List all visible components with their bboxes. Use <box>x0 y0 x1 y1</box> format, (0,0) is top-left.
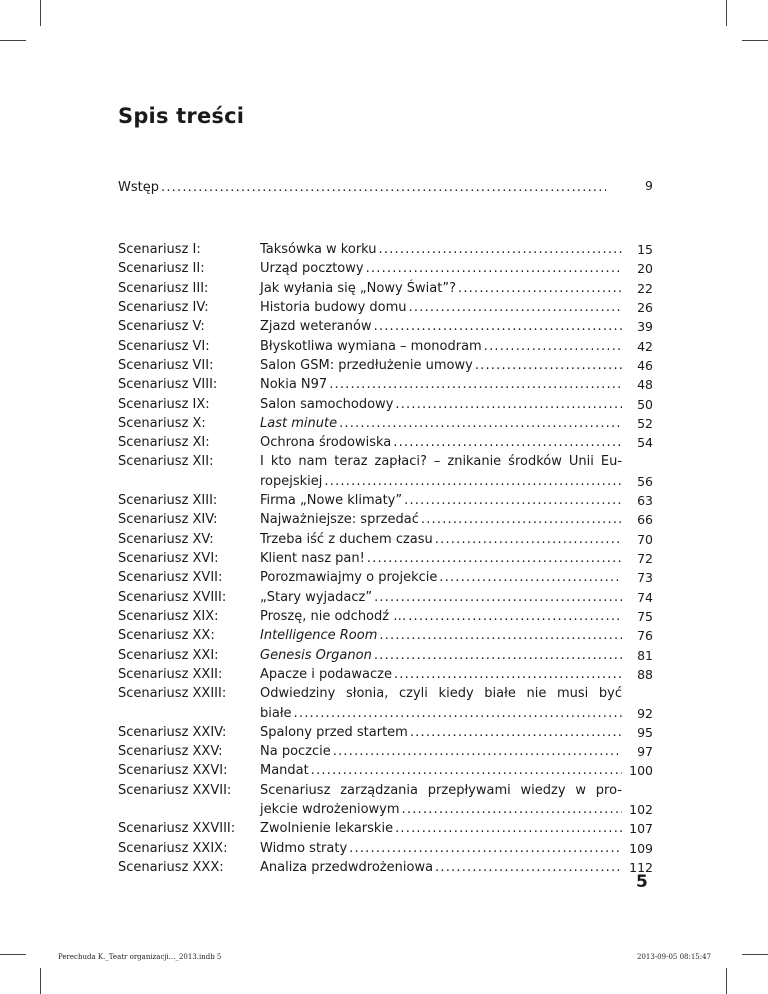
toc-row[interactable] <box>118 530 653 549</box>
toc-entry <box>260 549 622 568</box>
toc-entry-title: Firma „Nowe klimaty” <box>260 493 403 509</box>
toc-row[interactable] <box>118 433 653 452</box>
toc-entry <box>260 819 622 838</box>
toc-row-label: Scenariusz XV: <box>118 531 214 547</box>
toc-row[interactable] <box>118 839 653 858</box>
toc-page-number: 73 <box>637 570 653 586</box>
toc-page-number: 81 <box>637 647 653 663</box>
toc-entry-title: Historia budowy domu <box>260 299 407 315</box>
toc-page-number: 74 <box>637 589 653 605</box>
toc-row[interactable] <box>118 819 653 838</box>
toc-page-number: 54 <box>637 435 653 451</box>
toc-page-number: 107 <box>629 821 653 837</box>
toc-entry <box>260 781 622 820</box>
toc-row[interactable] <box>118 414 653 433</box>
toc-row[interactable] <box>118 626 653 645</box>
toc-page-number: 66 <box>637 512 653 528</box>
toc-page-number: 97 <box>637 744 653 760</box>
leader-dots <box>394 665 622 684</box>
toc-entry-title: Zwolnienie lekarskie <box>260 821 394 837</box>
toc-entry <box>260 530 622 549</box>
toc-row[interactable] <box>118 568 653 587</box>
toc-row[interactable] <box>118 588 653 607</box>
toc-page-number: 88 <box>637 666 653 682</box>
toc-row[interactable] <box>118 240 653 259</box>
page-title: Spis treści <box>118 104 245 128</box>
toc-page-number: 100 <box>629 763 653 779</box>
toc-entry-title-line1: Scenariusz zarządzania przepływami wiedzy w pro- <box>260 782 622 798</box>
toc-row-label: Scenariusz VII: <box>118 357 214 373</box>
leader-dots <box>421 510 622 529</box>
toc-entry <box>260 317 622 336</box>
toc-page-number: 9 <box>645 178 653 193</box>
toc-entry-title: Proszę, nie odchodź … <box>260 608 407 624</box>
toc-entry <box>118 178 606 197</box>
toc-page-number: 50 <box>637 396 653 412</box>
toc-row-label: Scenariusz XXVI: <box>118 763 228 779</box>
toc-page-number: 112 <box>629 860 653 875</box>
toc-row[interactable] <box>118 684 653 723</box>
leader-dots <box>374 646 622 665</box>
leader-dots <box>435 530 622 549</box>
toc-row-label: Scenariusz XXIII: <box>118 686 227 702</box>
leader-dots <box>333 742 622 761</box>
toc-entry <box>260 742 622 761</box>
toc-row-label: Scenariusz XXII: <box>118 666 223 682</box>
toc-row[interactable] <box>118 491 653 510</box>
crop-mark <box>40 0 41 26</box>
toc-entry-title: Trzeba iść z duchem czasu <box>260 531 433 547</box>
toc-row[interactable] <box>118 510 653 529</box>
toc-entry <box>260 684 622 723</box>
toc-entry-title: Intelligence Room <box>260 628 378 644</box>
toc-row[interactable] <box>118 549 653 568</box>
toc-entry <box>260 491 622 510</box>
leader-dots <box>410 723 622 742</box>
toc-entry-title: Apacze i podawacze <box>260 666 392 682</box>
toc-entry-title: Salon GSM: przedłużenie umowy <box>260 357 473 373</box>
leader-dots <box>379 240 622 259</box>
toc-entry <box>260 646 622 665</box>
toc-row-label: Scenariusz XXI: <box>118 647 219 663</box>
toc-row-label: Scenariusz XIX: <box>118 608 219 624</box>
crop-mark <box>726 968 727 994</box>
leader-dots <box>404 491 622 510</box>
toc-entry-title: Genesis Organon <box>260 647 372 663</box>
footer-timestamp: 2013-09-05 08:15:47 <box>637 953 712 961</box>
toc-row-label: Scenariusz VI: <box>118 338 210 354</box>
toc-row-label: Scenariusz XXVIII: <box>118 821 236 837</box>
toc-entry <box>260 395 622 414</box>
toc-entry-title-line2: ropejskiej <box>260 473 323 489</box>
leader-dots <box>393 433 622 452</box>
toc-entry <box>260 723 622 742</box>
toc-row-label: Scenariusz XII: <box>118 454 214 470</box>
toc-row-label: Scenariusz XXX: <box>118 860 224 875</box>
toc-page-number: 39 <box>637 319 653 335</box>
toc-entry-title: Klient nasz pan! <box>260 551 365 566</box>
leader-dots <box>409 298 622 317</box>
toc-page-number: 102 <box>629 802 653 818</box>
leader-dots <box>402 800 622 819</box>
toc-entry <box>260 858 622 877</box>
toc-page-number: 20 <box>637 261 653 277</box>
toc-row[interactable] <box>118 723 653 742</box>
crop-mark <box>0 40 26 41</box>
toc-entry-title: Ochrona środowiska <box>260 435 392 451</box>
leader-dots <box>311 761 622 780</box>
leader-dots <box>294 704 622 723</box>
footer-file-info: Perechuda K._Teatr organizacji..._2013.indb 5 <box>58 953 222 961</box>
toc-row[interactable] <box>118 395 653 414</box>
toc-row-label: Scenariusz VIII: <box>118 377 218 393</box>
leader-dots <box>374 317 622 336</box>
toc-entry <box>260 356 622 375</box>
toc-page-number: 63 <box>637 493 653 509</box>
leader-dots <box>408 607 622 626</box>
toc-row-label: Scenariusz XVI: <box>118 551 219 566</box>
toc-entry <box>260 337 622 356</box>
leader-dots <box>374 588 622 607</box>
toc-row-label: Scenariusz XIV: <box>118 512 218 528</box>
toc-row-label: Scenariusz XX: <box>118 628 215 644</box>
toc-entry <box>260 433 622 452</box>
toc-row-label: Scenariusz III: <box>118 280 209 296</box>
toc-page-number: 72 <box>637 551 653 566</box>
toc-entry-title-line1: I kto nam teraz zapłaci? – znikanie środków Unii Eu- <box>260 454 622 470</box>
toc-entry <box>260 375 622 394</box>
toc-row-label: Scenariusz XXIV: <box>118 724 227 740</box>
toc-entry <box>260 240 622 259</box>
leader-dots <box>395 395 622 414</box>
toc-entry-title-line2: jekcie wdrożeniowym <box>260 802 400 818</box>
toc-row-label: Scenariusz XVII: <box>118 570 223 586</box>
toc-entry <box>260 298 622 317</box>
toc-page-number: 15 <box>637 242 653 257</box>
toc-row-label: Scenariusz XVIII: <box>118 589 227 605</box>
toc-row-label: Scenariusz XXIX: <box>118 840 228 856</box>
toc-page-number: 48 <box>637 377 653 393</box>
toc-entry <box>260 259 622 278</box>
toc-row[interactable] <box>118 665 653 684</box>
toc-entry <box>260 414 622 433</box>
toc-entry-title: Last minute <box>260 415 338 431</box>
crop-mark <box>742 954 768 955</box>
toc-entry-title: Mandat <box>260 763 309 779</box>
leader-dots <box>324 472 622 491</box>
toc-page-number: 46 <box>637 357 653 373</box>
toc-entry <box>260 452 622 491</box>
toc-row[interactable] <box>118 761 653 780</box>
toc-page-number: 56 <box>637 473 653 489</box>
toc-entry-title: Najważniejsze: sprzedać <box>260 512 419 528</box>
toc-page-number: 75 <box>637 608 653 624</box>
toc-row-label: Scenariusz IX: <box>118 396 210 412</box>
leader-dots <box>395 819 622 838</box>
toc-row[interactable] <box>118 279 653 298</box>
toc-list <box>118 240 653 877</box>
toc-row[interactable] <box>118 607 653 626</box>
toc-row[interactable] <box>118 317 653 336</box>
toc-entry-title: Wstęp <box>118 180 159 195</box>
toc-entry-title-line1: Odwiedziny słonia, czyli kiedy białe nie musi być <box>260 686 622 702</box>
toc-entry-title: „Stary wyjadacz” <box>260 589 373 605</box>
toc-row[interactable] <box>118 375 653 394</box>
page-number: 5 <box>636 872 648 892</box>
toc-entry <box>260 279 622 298</box>
toc-row-label: Scenariusz IV: <box>118 299 209 315</box>
toc-page-number: 70 <box>637 531 653 547</box>
crop-mark <box>726 0 727 26</box>
toc-row[interactable] <box>118 452 653 491</box>
toc-row-label: Scenariusz X: <box>118 415 206 431</box>
toc-page-number: 26 <box>637 299 653 315</box>
toc-row[interactable] <box>118 781 653 820</box>
toc-row[interactable] <box>118 337 653 356</box>
toc-intro-row[interactable] <box>118 178 653 198</box>
toc-entry-title: Porozmawiajmy o projekcie <box>260 570 438 586</box>
toc-entry-title: Analiza przedwdrożeniowa <box>260 860 434 875</box>
toc-row-label: Scenariusz XIII: <box>118 493 218 509</box>
crop-mark <box>40 968 41 994</box>
leader-dots <box>439 568 622 587</box>
toc-entry-title: Błyskotliwa wymiana – monodram <box>260 338 482 354</box>
toc-row[interactable] <box>118 259 653 278</box>
toc-entry-title: Nokia N97 <box>260 377 328 393</box>
leader-dots <box>329 375 622 394</box>
toc-entry-title: Urząd pocztowy <box>260 261 364 277</box>
leader-dots <box>367 549 622 568</box>
toc-row[interactable] <box>118 858 653 877</box>
toc-row[interactable] <box>118 356 653 375</box>
toc-row[interactable] <box>118 646 653 665</box>
leader-dots <box>366 259 622 278</box>
toc-entry-title: Zjazd weteranów <box>260 319 372 335</box>
toc-row-label: Scenariusz XI: <box>118 435 210 451</box>
toc-entry-title-line2: białe <box>260 705 292 721</box>
toc-page-number: 76 <box>637 628 653 644</box>
toc-entry-title: Taksówka w korku <box>260 242 377 257</box>
toc-entry-title: Na poczcie <box>260 744 331 760</box>
toc-row[interactable] <box>118 742 653 761</box>
leader-dots <box>161 178 606 197</box>
toc-entry-title: Spalony przed startem <box>260 724 408 740</box>
toc-row-label: Scenariusz V: <box>118 319 205 335</box>
toc-entry <box>260 839 622 858</box>
toc-entry <box>260 626 622 645</box>
toc-entry <box>260 568 622 587</box>
leader-dots <box>435 858 622 877</box>
toc-row[interactable] <box>118 298 653 317</box>
toc-row-label: Scenariusz I: <box>118 242 201 257</box>
leader-dots <box>475 356 622 375</box>
toc-row-label: Scenariusz XXVII: <box>118 782 232 798</box>
toc-entry-title: Widmo straty <box>260 840 348 856</box>
toc-entry-title: Jak wyłania się „Nowy Świat”? <box>260 280 456 296</box>
leader-dots <box>458 279 622 298</box>
toc-entry <box>260 510 622 529</box>
toc-page-number: 109 <box>629 840 653 856</box>
toc-page-number: 52 <box>637 415 653 431</box>
toc-entry-title: Salon samochodowy <box>260 396 394 412</box>
leader-dots <box>484 337 622 356</box>
toc-page-number: 95 <box>637 724 653 740</box>
toc-row-label: Scenariusz II: <box>118 261 205 277</box>
toc-page-number: 42 <box>637 338 653 354</box>
toc-entry <box>260 607 622 626</box>
leader-dots <box>339 414 622 433</box>
crop-mark <box>742 40 768 41</box>
leader-dots <box>349 839 622 858</box>
leader-dots <box>379 626 622 645</box>
crop-mark <box>0 954 26 955</box>
toc-entry <box>260 665 622 684</box>
toc-page-number: 22 <box>637 280 653 296</box>
toc-row-label: Scenariusz XXV: <box>118 744 223 760</box>
toc-entry <box>260 761 622 780</box>
toc-page-number: 92 <box>637 705 653 721</box>
toc-entry <box>260 588 622 607</box>
